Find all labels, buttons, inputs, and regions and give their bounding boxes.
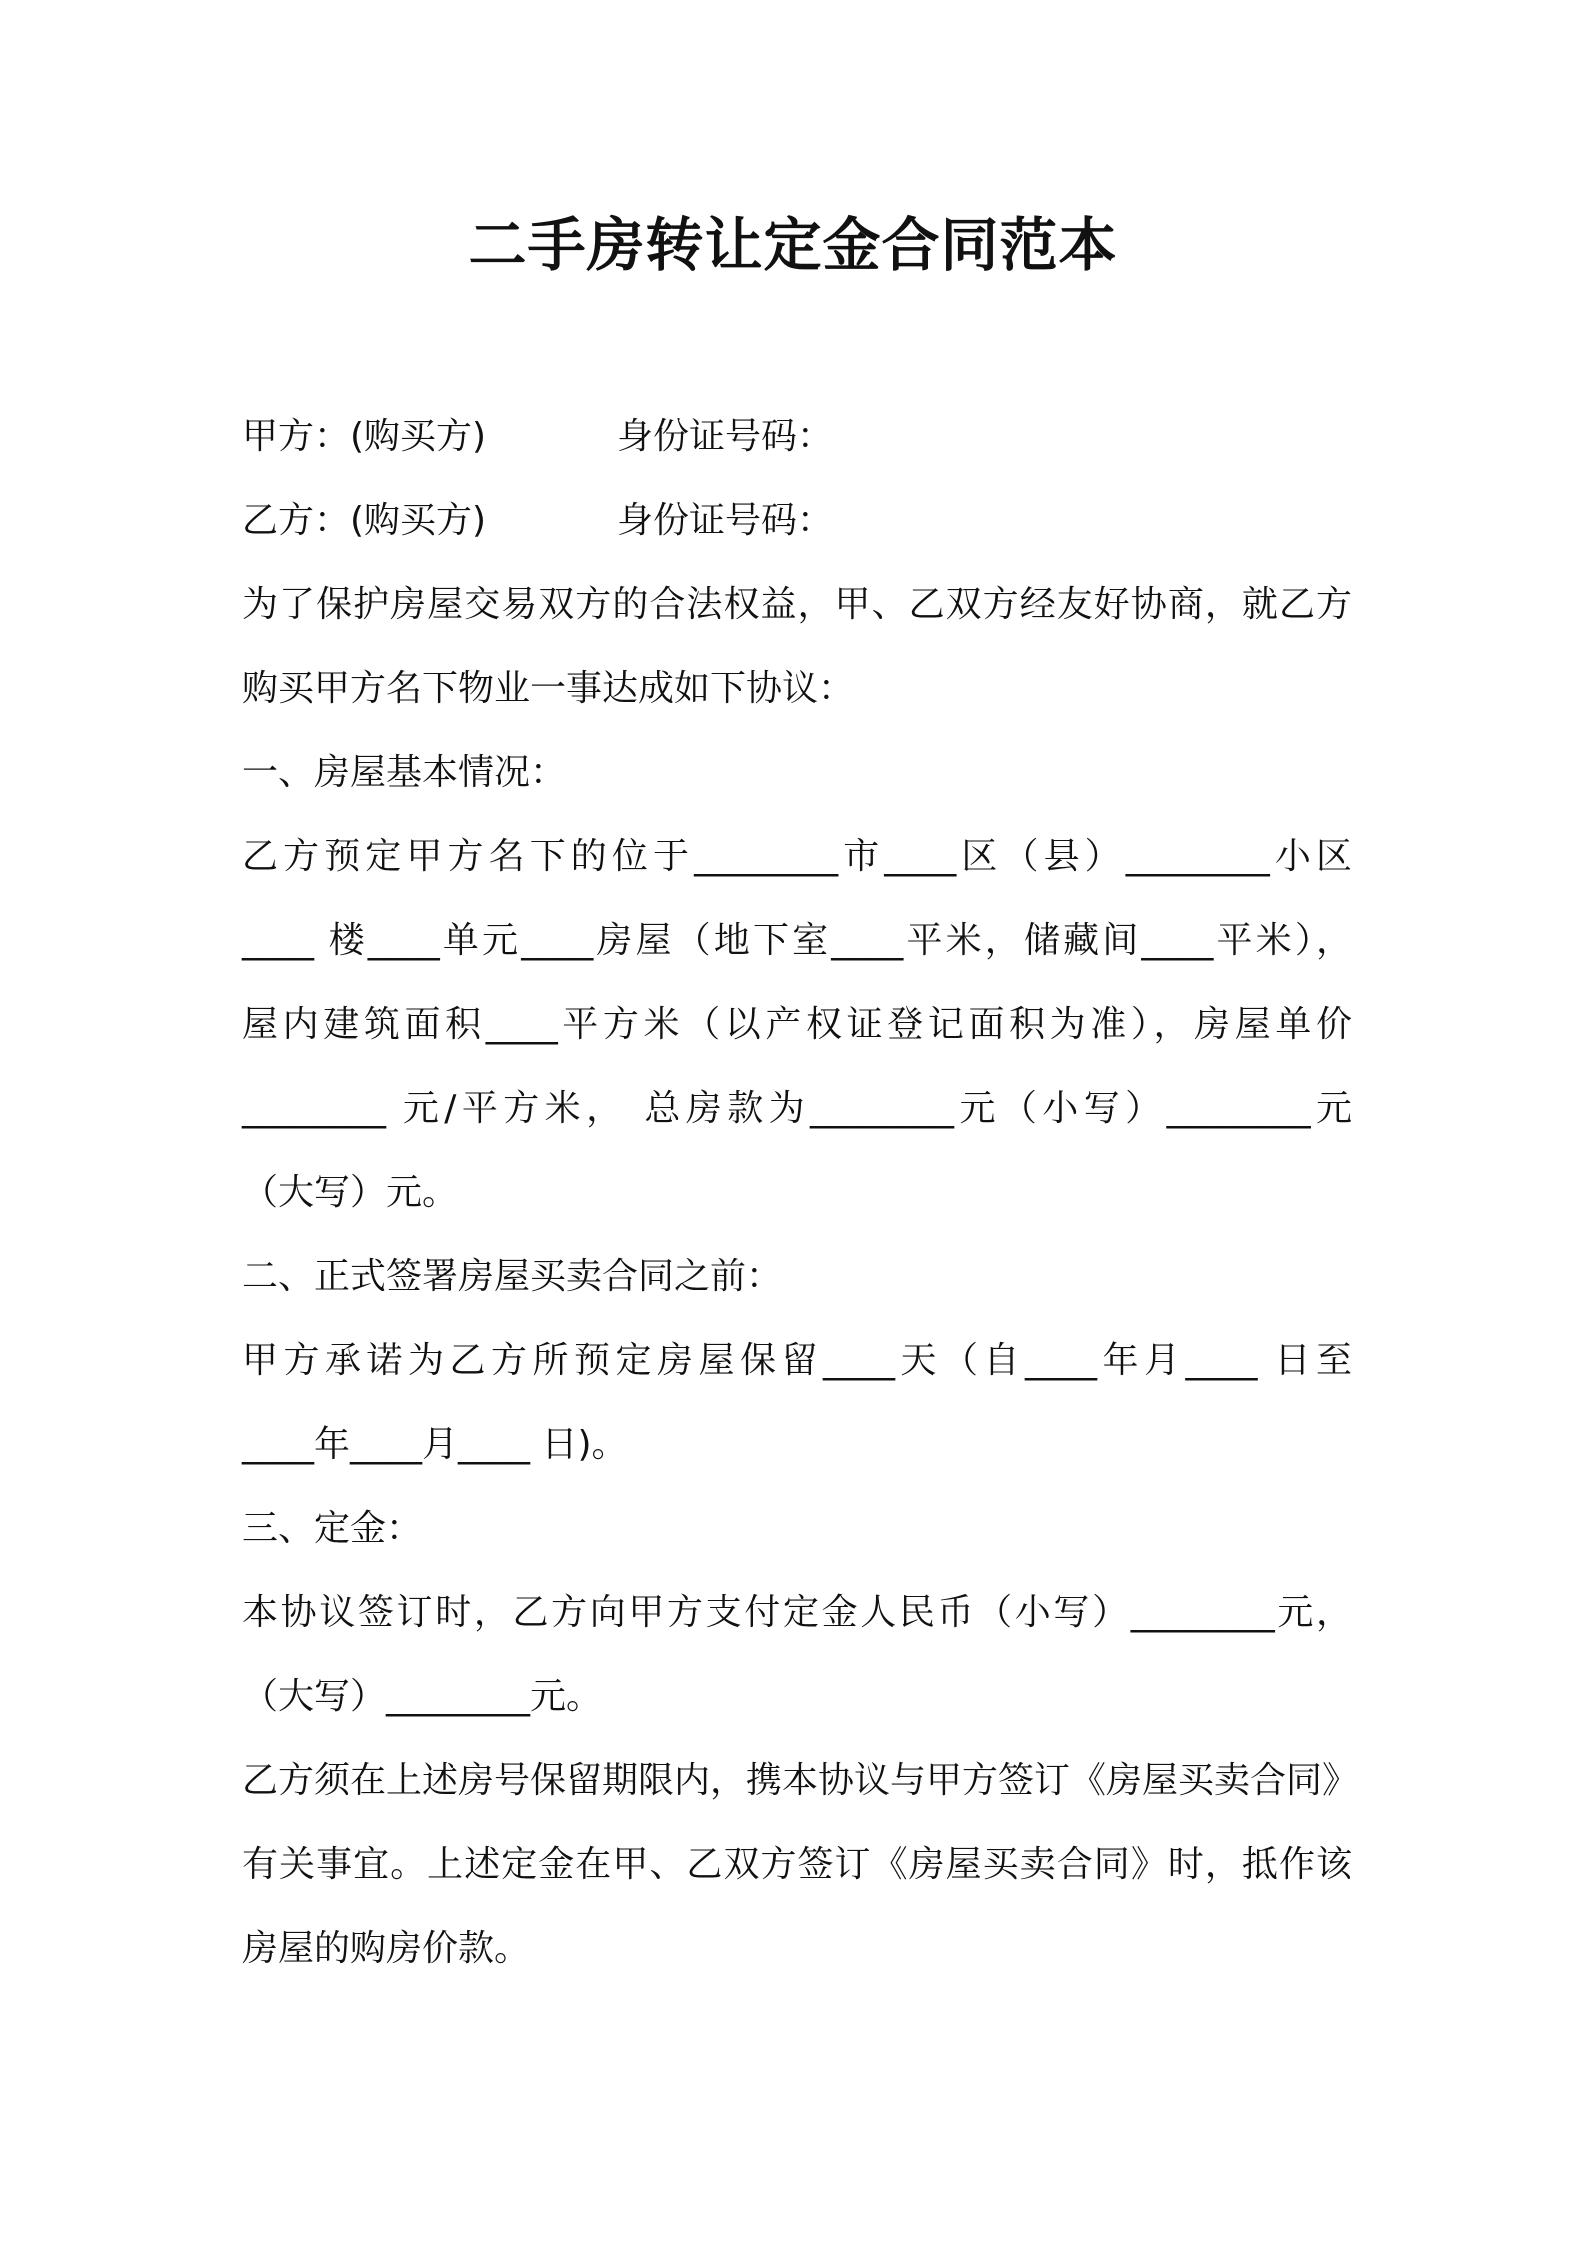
document-body	[242, 395, 1359, 1991]
party-a-row	[242, 395, 1352, 479]
party-b-id-label: 身份证号码：	[617, 500, 834, 541]
text-line: 二、正式签署房屋买卖合同之前：	[242, 1256, 783, 1297]
text-line: ____ 楼____单元____房屋（地下室____平米，储藏间____平米），	[242, 920, 1352, 961]
text-line: 有关事宜。上述定金在甲、乙双方签订《房屋买卖合同》时，抵作该	[242, 1844, 1352, 1885]
text-line: ________ 元/平方米， 总房款为________元（小写）________元	[242, 1088, 1352, 1129]
text-line: （大写）________元。	[242, 1676, 603, 1717]
text-line: （大写）元。	[242, 1172, 459, 1213]
body-lines	[242, 563, 1359, 1991]
text-line: 甲方承诺为乙方所预定房屋保留____天（自____年月____ 日至	[242, 1340, 1352, 1381]
text-line: 购买甲方名下物业一事达成如下协议：	[242, 668, 855, 709]
text-line: 一、房屋基本情况：	[242, 752, 567, 793]
party-a-name: 甲方：(购买方)	[242, 416, 487, 457]
document-title: 二手房转让定金合同范本	[468, 211, 1118, 279]
text-line: 三、定金：	[242, 1508, 423, 1549]
text-line: 屋内建筑面积____平方米（以产权证登记面积为准），房屋单价	[242, 1004, 1352, 1045]
text-line: 乙方须在上述房号保留期限内，携本协议与甲方签订《房屋买卖合同》	[242, 1760, 1359, 1801]
text-line: ____年____月____ 日)。	[242, 1424, 628, 1465]
text-line: 房屋的购房价款。	[242, 1928, 531, 1969]
party-b-row	[242, 479, 1352, 563]
text-line: 本协议签订时，乙方向甲方支付定金人民币（小写）________元，	[242, 1592, 1352, 1633]
party-a-id-label: 身份证号码：	[617, 416, 834, 457]
party-b-name: 乙方：(购买方)	[242, 500, 487, 541]
text-line: 为了保护房屋交易双方的合法权益，甲、乙双方经友好协商，就乙方	[242, 584, 1352, 625]
text-line: 乙方预定甲方名下的位于________市____区（县）________小区	[242, 836, 1352, 877]
